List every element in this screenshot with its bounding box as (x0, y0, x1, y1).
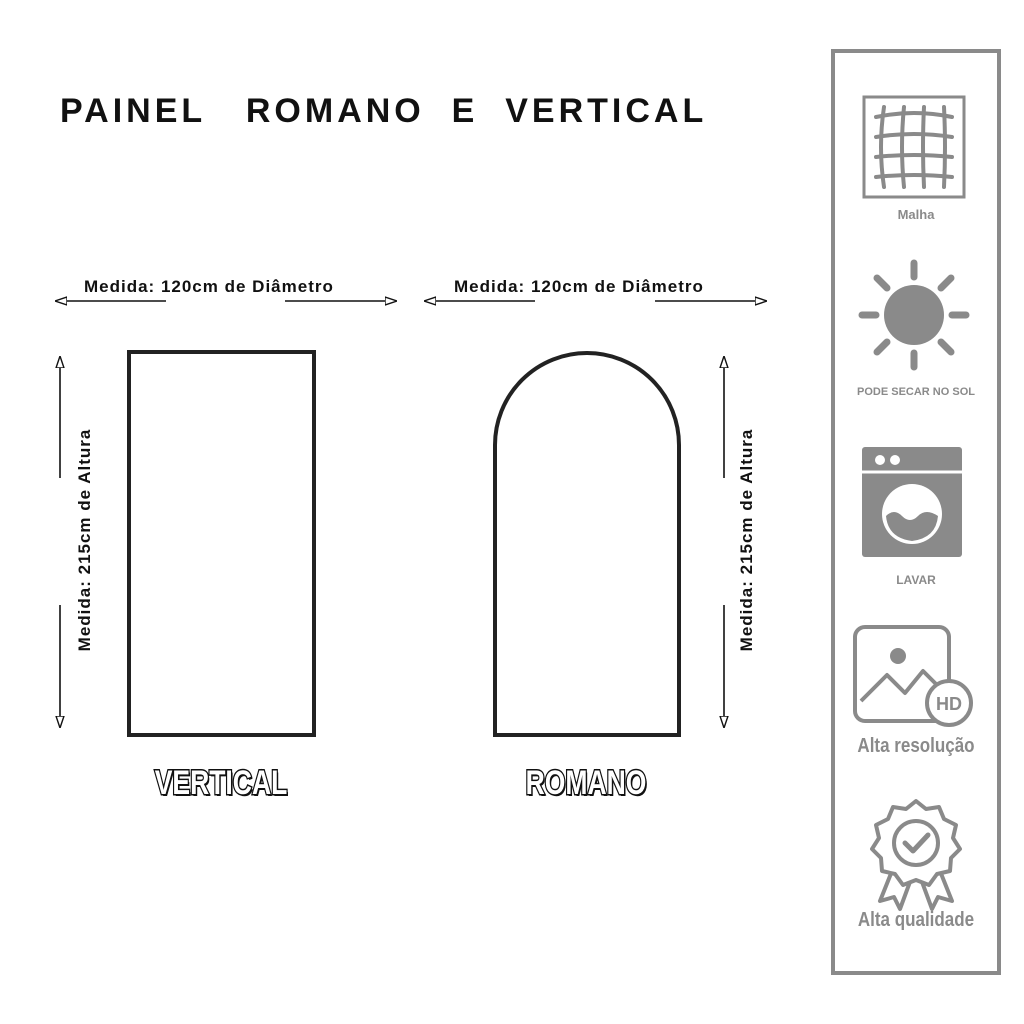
feature-label-hd: Alta resolução (857, 735, 975, 757)
hd-image-icon (851, 623, 977, 731)
romano-panel-shape (495, 353, 679, 735)
svg-text:HD: HD (936, 694, 962, 714)
quality-badge-icon (866, 797, 966, 913)
feature-label-sun: PODE SECAR NO SOL (857, 386, 975, 398)
washing-machine-icon (861, 446, 963, 558)
feature-label-quality: Alta qualidade (857, 909, 975, 931)
grid-mesh-icon (862, 95, 966, 199)
vertical-width-label: Medida: 120cm de Diâmetro (84, 277, 334, 296)
vertical-shape-name: VERTICAL (154, 764, 288, 802)
vertical-height-label: Medida: 215cm de Altura (75, 428, 94, 652)
vertical-panel-shape (129, 352, 314, 735)
romano-shape-name: ROMANO (525, 764, 647, 802)
romano-height-label: Medida: 215cm de Altura (737, 428, 756, 652)
romano-width-label: Medida: 120cm de Diâmetro (454, 277, 704, 296)
sun-icon (856, 257, 972, 373)
feature-label-malha: Malha (897, 207, 935, 222)
feature-label-lavar: LAVAR (896, 573, 936, 587)
page-title: PAINEL ROMANO E VERTICAL (60, 92, 708, 130)
features-sidebar (831, 49, 1001, 975)
